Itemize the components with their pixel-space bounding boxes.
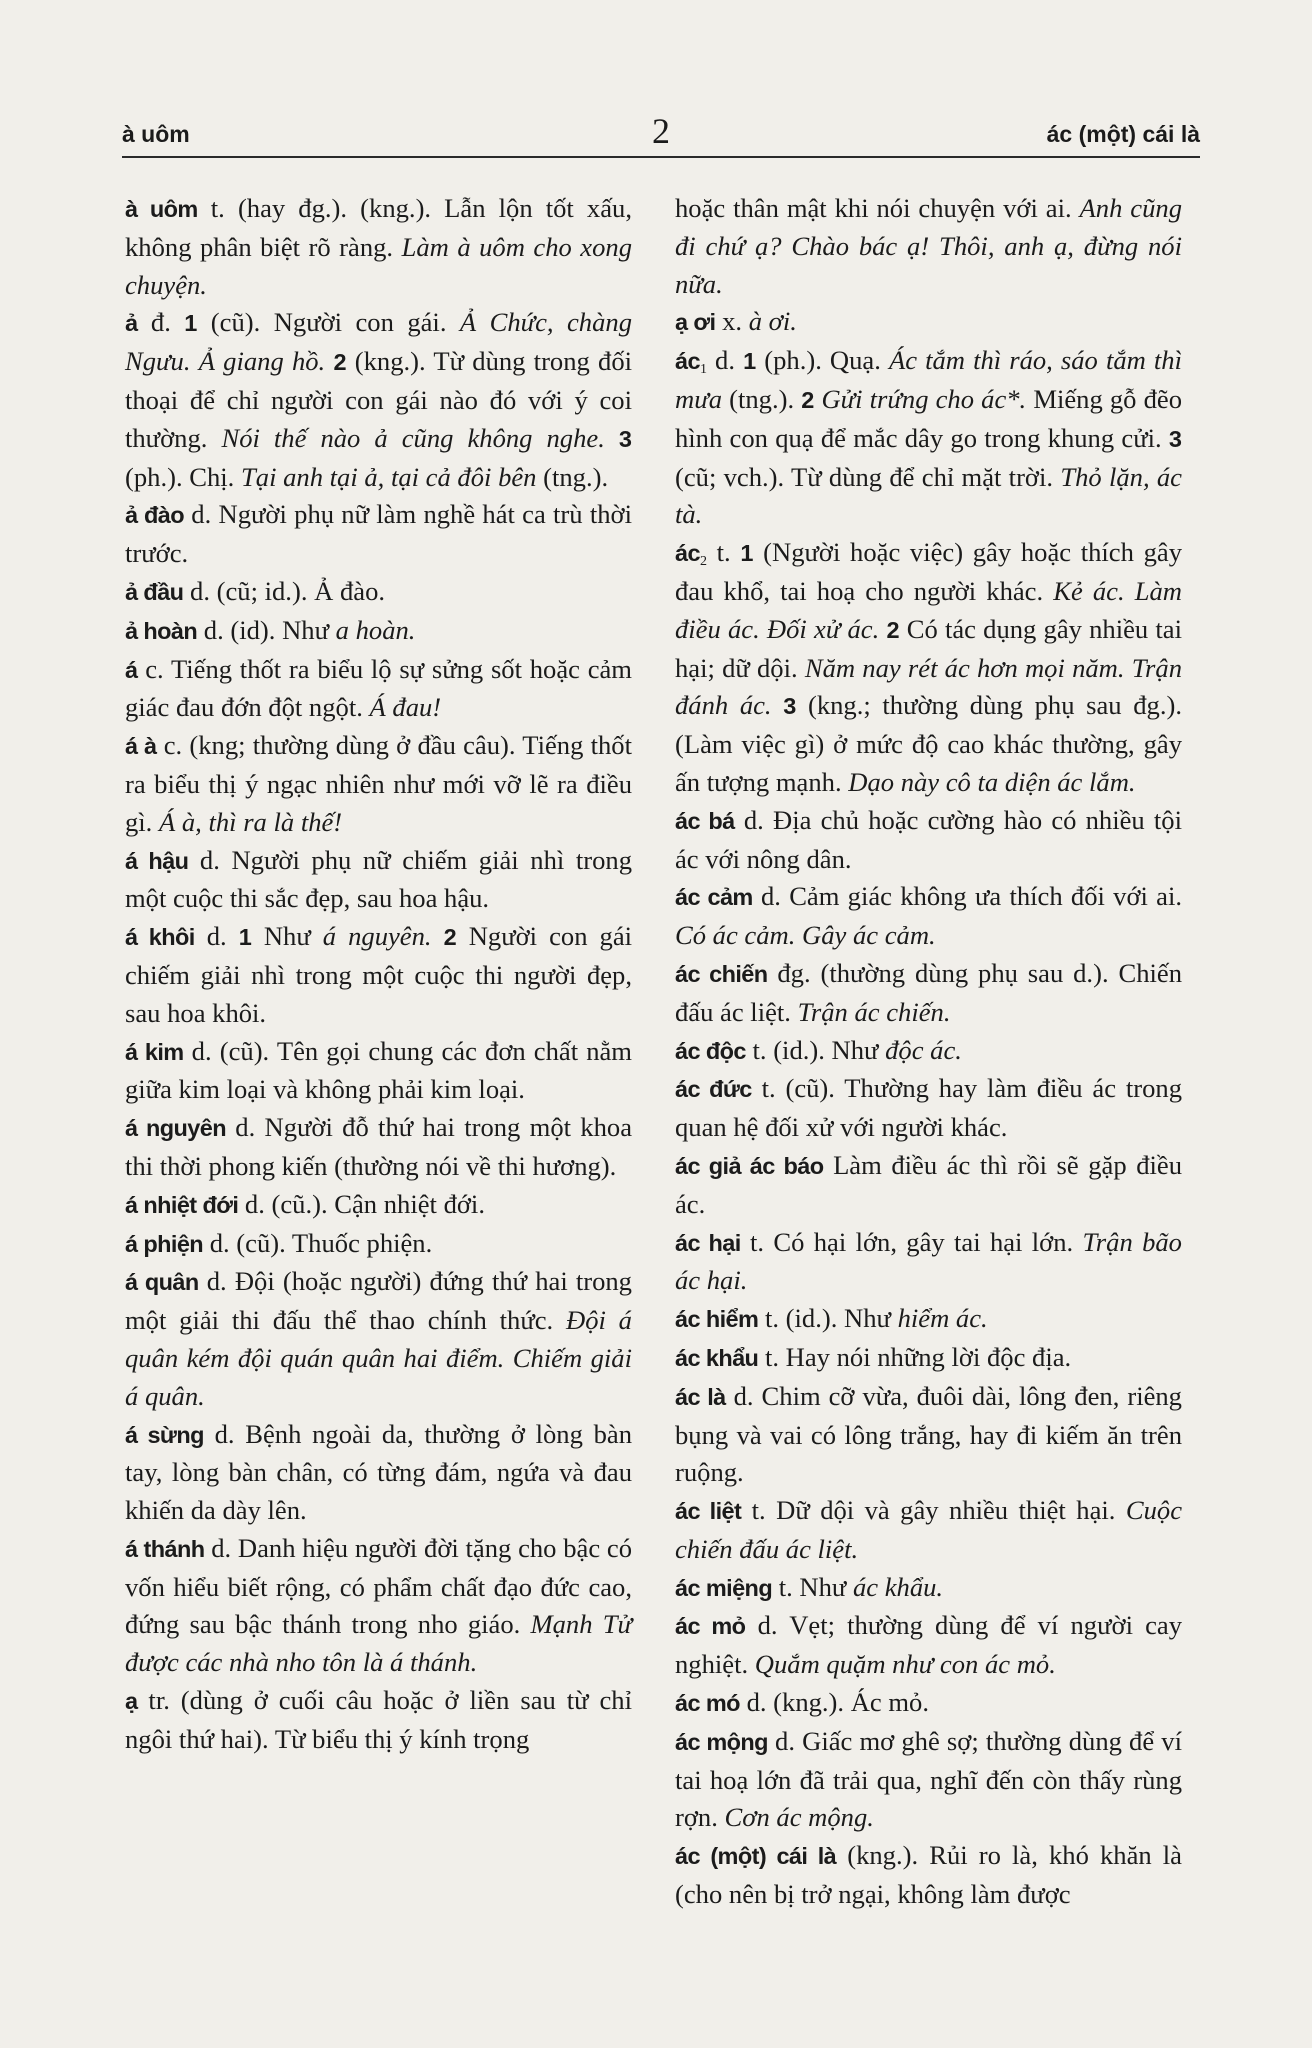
headword: ác độc bbox=[675, 1037, 746, 1064]
definition-text: Như bbox=[251, 921, 323, 952]
definition-text: d. (cũ; id.). Ả đào. bbox=[183, 575, 386, 606]
headword: á kim bbox=[125, 1038, 184, 1065]
definition-text: d. Vẹt; thường dùng để ví người cay nghiệt. bbox=[675, 1610, 1183, 1680]
sense-number: 1 bbox=[238, 924, 252, 951]
headword: ác hại bbox=[675, 1229, 741, 1256]
headword: ác đức bbox=[675, 1076, 752, 1103]
example-text: Dạo này cô ta diện ác lắm. bbox=[848, 766, 1136, 797]
definition-text: t. (id.). Như bbox=[745, 1034, 886, 1065]
definition-text: t. (hay đg.). (kng.). Lẫn lộn tốt xấu, không phân biệt rõ ràng. bbox=[125, 193, 632, 262]
definition-text: đ. bbox=[137, 307, 185, 338]
definition-text bbox=[605, 423, 619, 453]
example-text: hiểm ác. bbox=[897, 1303, 988, 1334]
definition-text: d. Người đỗ thứ hai trong một khoa thi thời phong kiến (thường nói về thi hương). bbox=[125, 1112, 632, 1181]
dictionary-entry bbox=[122, 496, 632, 573]
example-text: à ơi. bbox=[748, 306, 797, 337]
example-text: Kẻ ác. Làm điều ác. Đối xử ác. bbox=[675, 575, 1182, 644]
sense-number: 3 bbox=[1168, 425, 1182, 452]
sense-number: 2 bbox=[886, 616, 900, 643]
headword: ác hiểm bbox=[675, 1306, 759, 1333]
example-text: Đội á quân kém đội quán quân hai điểm. Chiếm giải á quân. bbox=[125, 1305, 632, 1411]
headword: ác giả ác báo bbox=[675, 1152, 824, 1179]
headword: ác liệt bbox=[675, 1498, 742, 1525]
example-text: Gửi trứng cho ác*. bbox=[821, 383, 1027, 414]
headword: ác bbox=[675, 348, 700, 375]
definition-text: (tng.). bbox=[536, 461, 609, 492]
left-column bbox=[122, 190, 632, 1759]
dictionary-entry bbox=[122, 1263, 632, 1415]
headword: ạ ơi bbox=[675, 309, 716, 336]
dictionary-entry bbox=[122, 1530, 632, 1682]
dictionary-entry bbox=[672, 1378, 1182, 1492]
dictionary-entry bbox=[122, 727, 632, 841]
example-text: Nói thế nào ả cũng không nghe. bbox=[221, 422, 605, 453]
definition-text: d. Chim cỡ vừa, đuôi dài, lông đen, riêng bụng và vai có lông trắng, hay đi kiếm ăn trên ruộng. bbox=[675, 1380, 1182, 1488]
dictionary-entry bbox=[672, 303, 1182, 342]
definition-text: d. (cũ.). Cận nhiệt đới. bbox=[238, 1188, 485, 1219]
definition-text: d. (cũ). Thuốc phiện. bbox=[203, 1227, 433, 1258]
sense-number: 1 bbox=[740, 540, 754, 567]
headword: á hậu bbox=[125, 847, 189, 874]
definition-text: d. Địa chủ hoặc cường hào có nhiều tội ác với nông dân. bbox=[675, 804, 1182, 874]
sense-number: 2 bbox=[801, 386, 815, 413]
headword: ác bá bbox=[675, 807, 735, 834]
definition-text: d. Đội (hoặc người) đứng thứ hai trong một giải thi đấu thể thao chính thức. bbox=[125, 1266, 632, 1336]
example-text: a hoàn. bbox=[335, 614, 416, 645]
definition-text: d. Người phụ nữ chiếm giải nhì trong một cuộc thi sắc đẹp, sau hoa hậu. bbox=[125, 844, 632, 914]
definition-text bbox=[772, 690, 784, 720]
left-guide-word: à uôm bbox=[122, 121, 190, 147]
sense-number: 3 bbox=[783, 693, 797, 720]
dictionary-entry bbox=[672, 1147, 1182, 1224]
headword: á à bbox=[125, 733, 157, 760]
definition-text: Người con gái chiếm giải nhì trong một cuộc thi người đẹp, sau hoa khôi. bbox=[125, 921, 633, 1028]
example-text: Anh cũng đi chứ ạ? Chào bác ạ! Thôi, anh ạ, đừng nói nữa. bbox=[675, 193, 1182, 299]
headword: ác khẩu bbox=[675, 1344, 759, 1371]
dictionary-entry bbox=[672, 1300, 1182, 1339]
definition-text: Miếng gỗ đẽo hình con quạ để mắc dây go trong khung cửi. bbox=[675, 383, 1182, 453]
headword: ả hoàn bbox=[125, 617, 198, 644]
example-text: Trận ác chiến. bbox=[797, 996, 951, 1027]
dictionary-entry bbox=[122, 651, 632, 728]
dictionary-entry bbox=[672, 955, 1182, 1032]
dictionary-entry bbox=[122, 1682, 632, 1759]
definition-text: d. (cũ). Tên gọi chung các đơn chất nằm giữa kim loại và không phải kim loại. bbox=[125, 1035, 632, 1105]
example-text: Á đau! bbox=[369, 692, 442, 723]
example-text: Có ác cảm. Gây ác cảm. bbox=[675, 920, 936, 951]
definition-text: (cũ). Người con gái. bbox=[197, 307, 460, 338]
dictionary-entry bbox=[672, 1837, 1182, 1914]
dictionary-entry bbox=[122, 918, 632, 1032]
dictionary-entry bbox=[672, 802, 1182, 879]
definition-text: t. Dữ dội và gây nhiều thiệt hại. bbox=[741, 1495, 1126, 1526]
example-text: Thỏ lặn, ác tà. bbox=[675, 461, 1182, 530]
definition-text: t. (cũ). Thường hay làm điều ác trong quan hệ đối xử với người khác. bbox=[675, 1073, 1182, 1143]
headword: ác mó bbox=[675, 1690, 740, 1717]
dictionary-entry bbox=[122, 1033, 632, 1110]
headword: ả đầu bbox=[125, 578, 184, 605]
headword: á nhiệt đới bbox=[125, 1191, 239, 1218]
dictionary-entry bbox=[672, 342, 1182, 534]
dictionary-entry bbox=[122, 1186, 632, 1225]
headword: ác là bbox=[675, 1383, 726, 1410]
example-text: Ác tắm thì ráo, sáo tắm thì mưa bbox=[675, 345, 1182, 414]
right-guide-word: ác (một) cái là bbox=[1046, 121, 1200, 147]
definition-text: d. Cảm giác không ưa thích đối với ai. bbox=[752, 881, 1182, 912]
headword: ác cảm bbox=[675, 884, 753, 911]
dictionary-entry bbox=[122, 573, 632, 612]
definition-text: (kng.). Từ dùng trong đối thoại để chỉ người con gái nào đó với ý coi thường. bbox=[125, 346, 633, 453]
dictionary-entry bbox=[122, 842, 632, 919]
definition-text: đg. (thường dùng phụ sau d.). Chiến đấu ác liệt. bbox=[675, 957, 1182, 1027]
definition-text: t. Như bbox=[772, 1571, 853, 1602]
dictionary-entry bbox=[672, 1492, 1182, 1569]
definition-text: d. Bệnh ngoài da, thường ở lòng bàn tay, lòng bàn chân, có từng đám, ngứa và đau khiến da dày lên. bbox=[125, 1418, 632, 1526]
definition-text: tr. (dùng ở cuối câu hoặc ở liền sau từ chỉ ngôi thứ hai). Từ biểu thị ý kính trọng bbox=[125, 1685, 632, 1754]
example-text: Quắm quặm như con ác mỏ. bbox=[754, 1649, 1056, 1680]
definition-text: (ph.). Quạ. bbox=[756, 345, 889, 376]
headword: ác (một) cái là bbox=[675, 1843, 837, 1870]
headword: ác bbox=[675, 540, 700, 567]
headword: ác mộng bbox=[675, 1728, 768, 1755]
dictionary-entry bbox=[672, 878, 1182, 955]
example-text: Á à, thì ra là thế! bbox=[158, 806, 343, 837]
example-text: ác khẩu. bbox=[852, 1571, 944, 1602]
definition-text: (tng.). bbox=[722, 383, 802, 414]
definition-text: x. bbox=[715, 306, 749, 337]
page-header bbox=[122, 104, 1200, 158]
definition-text: d. bbox=[194, 921, 239, 952]
headword: ả bbox=[125, 310, 138, 337]
example-text: Ả Chức, chàng Ngưu. Ả giang hồ. bbox=[125, 307, 632, 377]
headword: ác mỏ bbox=[675, 1613, 746, 1640]
dictionary-entry bbox=[672, 1569, 1182, 1608]
page-number: 2 bbox=[652, 111, 670, 151]
headword: ạ bbox=[125, 1688, 138, 1715]
example-text: Trận bão ác hại. bbox=[675, 1226, 1182, 1296]
dictionary-entry bbox=[672, 534, 1182, 802]
definition-text: (kng.). Rủi ro là, khó khăn là (cho nên bị trở ngại, không làm được bbox=[675, 1840, 1182, 1910]
definition-text: t. Hay nói những lời độc địa. bbox=[758, 1341, 1072, 1372]
example-text: Năm nay rét ác hơn mọi năm. Trận đánh ác. bbox=[675, 652, 1182, 721]
headword: á sừng bbox=[125, 1421, 204, 1448]
dictionary-entry bbox=[672, 1607, 1182, 1684]
example-text: Cuộc chiến đấu ác liệt. bbox=[675, 1495, 1182, 1564]
dictionary-entry bbox=[672, 1032, 1182, 1071]
sense-number: 1 bbox=[743, 348, 757, 375]
sense-number: 3 bbox=[618, 425, 632, 452]
headword: á nguyên bbox=[125, 1115, 226, 1142]
headword: ác miệng bbox=[675, 1574, 773, 1601]
headword: á quân bbox=[125, 1269, 199, 1296]
dictionary-entry bbox=[672, 1684, 1182, 1723]
definition-text: t. (id.). Như bbox=[758, 1303, 898, 1334]
definition-text: (ph.). Chị. bbox=[125, 461, 241, 492]
dictionary-entry bbox=[122, 304, 632, 496]
headword: á phiện bbox=[125, 1230, 204, 1257]
definition-text: c. Tiếng thốt ra biểu lộ sự sửng sốt hoặc cảm giác đau đớn đột ngột. bbox=[125, 653, 632, 723]
definition-text: d. Người phụ nữ làm nghề hát ca trù thời trước. bbox=[125, 499, 632, 569]
definition-text: Có tác dụng gây nhiều tai hại; dữ dội. bbox=[675, 613, 1182, 683]
headword: ác chiến bbox=[675, 960, 768, 987]
definition-text: (cũ; vch.). Từ dùng để chỉ mặt trời. bbox=[675, 461, 1061, 492]
example-text: Làm à uôm cho xong chuyện. bbox=[125, 231, 632, 300]
headword: ả đào bbox=[125, 502, 185, 529]
definition-text: d. (kng.). Ác mỏ. bbox=[739, 1687, 929, 1718]
definition-text: (Người hoặc việc) gây hoặc thích gây đau khổ, tai hoạ cho người khác. bbox=[675, 537, 1182, 606]
sense-number: 1 bbox=[184, 310, 198, 337]
definition-text: d. Giấc mơ ghê sợ; thường dùng để ví tai hoạ lớn đã trải qua, nghĩ đến còn thấy rùng rợn. bbox=[675, 1725, 1182, 1833]
example-text: Cơn ác mộng. bbox=[724, 1802, 874, 1833]
definition-text: Làm điều ác thì rồi sẽ gặp điều ác. bbox=[675, 1149, 1182, 1219]
definition-text: d. (id). Như bbox=[197, 614, 336, 645]
dictionary-entry bbox=[672, 190, 1182, 303]
dictionary-entry bbox=[672, 1070, 1182, 1147]
right-column bbox=[672, 190, 1182, 1914]
definition-text: t. bbox=[706, 537, 741, 568]
definition-text: c. (kng; thường dùng ở đầu câu). Tiếng thốt ra biểu thị ý ngạc nhiên như mới vỡ lẽ ra điều gì. bbox=[125, 730, 632, 837]
definition-text bbox=[432, 921, 444, 951]
dictionary-entry bbox=[122, 1225, 632, 1264]
definition-text: d. bbox=[706, 345, 744, 376]
example-text: á nguyên. bbox=[322, 921, 432, 952]
dictionary-entry bbox=[122, 190, 632, 304]
sense-index: 1 bbox=[699, 362, 707, 378]
headword: à uôm bbox=[125, 196, 198, 222]
sense-number: 2 bbox=[443, 924, 457, 951]
definition-text: t. Có hại lớn, gây tai hại lớn. bbox=[740, 1226, 1083, 1257]
dictionary-entry bbox=[122, 612, 632, 651]
headword: á bbox=[125, 656, 138, 683]
example-text: Mạnh Tử được các nhà nho tôn là á thánh. bbox=[125, 1609, 632, 1678]
example-text: độc ác. bbox=[885, 1034, 962, 1065]
sense-number: 2 bbox=[333, 349, 347, 376]
example-text: Tại anh tại ả, tại cả đôi bên bbox=[240, 461, 537, 492]
headword: á thánh bbox=[125, 1535, 205, 1562]
headword: á khôi bbox=[125, 924, 195, 951]
dictionary-entry bbox=[672, 1339, 1182, 1378]
dictionary-entry bbox=[122, 1109, 632, 1186]
definition-text: d. Danh hiệu người đời tặng cho bậc có vốn hiểu biết rộng, có phẩm chất đạo đức cao, đứng sau bậc thánh trong nho giáo. bbox=[125, 1532, 632, 1640]
definition-text: (kng.; thường dùng phụ sau đg.). (Làm việc gì) ở mức độ cao khác thường, gây ấn tượng mạnh. bbox=[675, 690, 1182, 797]
dictionary-entry bbox=[672, 1723, 1182, 1837]
definition-text: hoặc thân mật khi nói chuyện với ai. bbox=[675, 193, 1080, 223]
dictionary-entry bbox=[122, 1416, 632, 1530]
sense-index: 2 bbox=[699, 554, 707, 570]
dictionary-entry bbox=[672, 1224, 1182, 1301]
